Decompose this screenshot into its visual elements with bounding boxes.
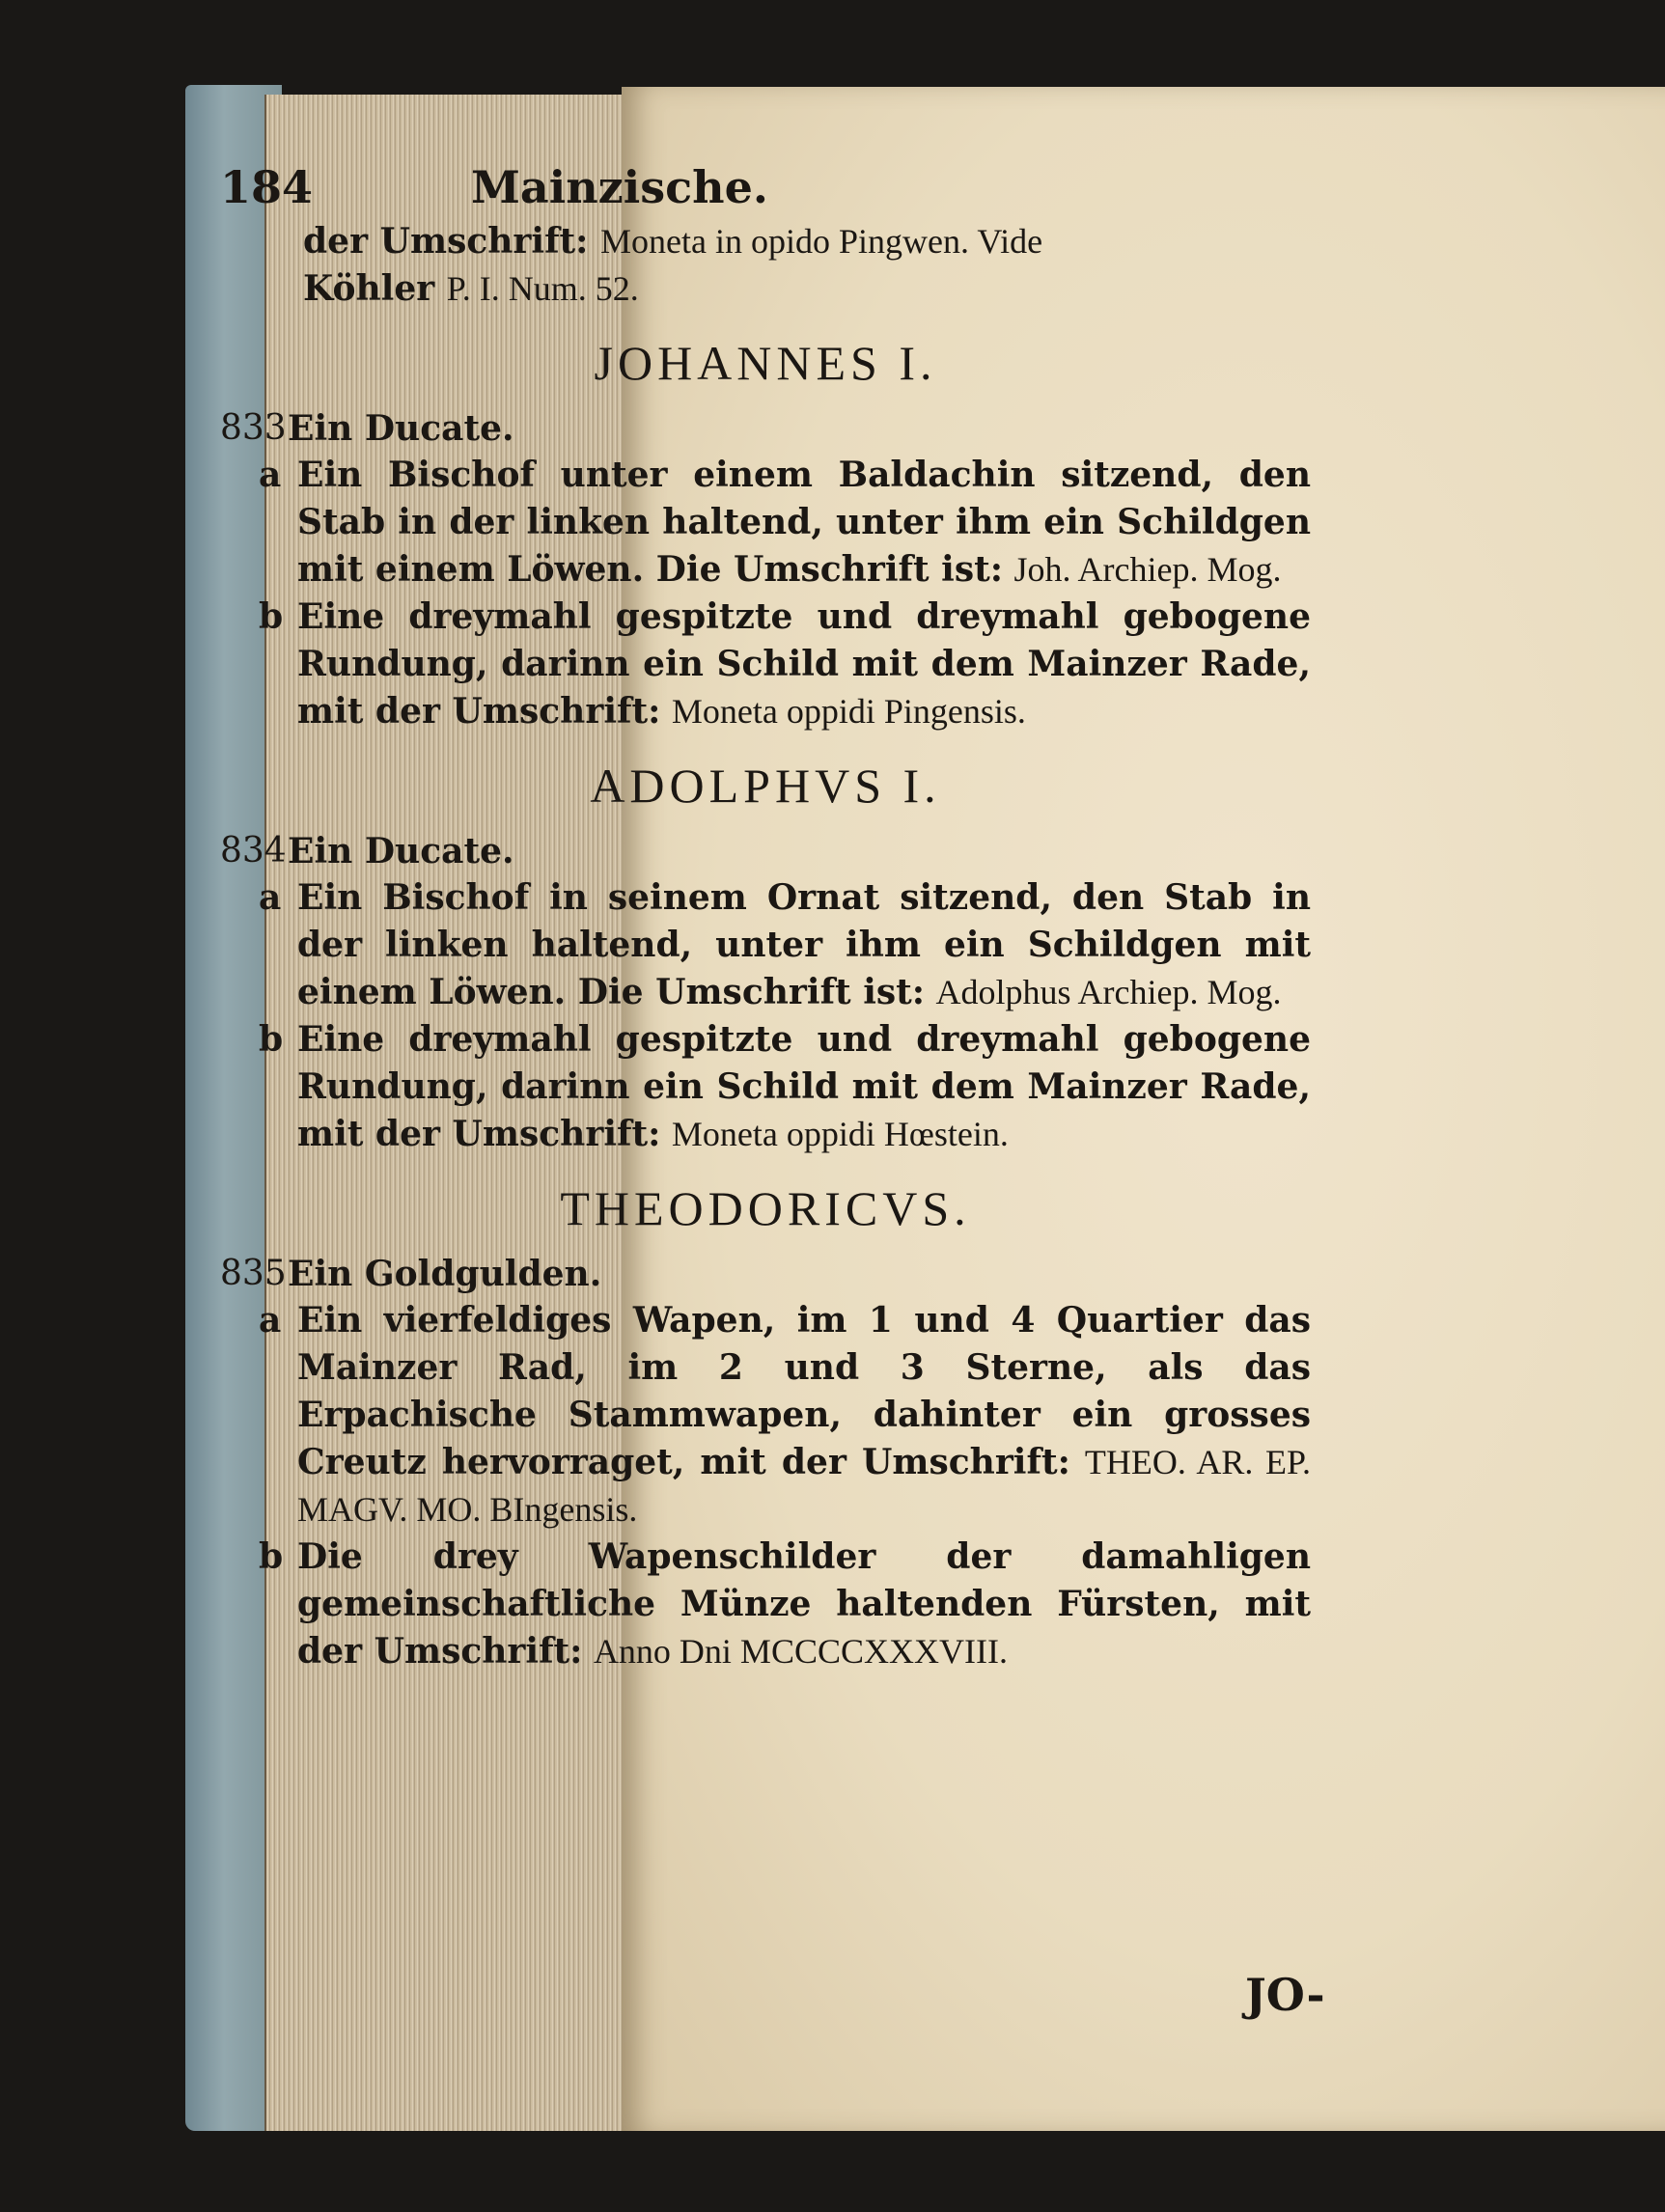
intro-latin-b: P. I. Num. 52. (446, 269, 639, 308)
catalog-entry (220, 828, 1311, 874)
intro-paragraph (220, 218, 1311, 313)
item-text: Ein Bischof in seinem Ornat sitzend, den Stab in der linken haltend, unter ihm ein Schildgen mit einem Löwen. Die Umschrift ist: (297, 877, 1311, 1012)
item-text: Eine dreymahl gespitzte und dreymahl gebogene Rundung, darinn ein Schild mit dem Mainzer Rade, mit der Umschrift: (297, 1019, 1311, 1154)
intro-text-a: der Umschrift: (303, 221, 601, 262)
item-letter: a (259, 455, 282, 495)
section-heading: JOHANNES I. (594, 336, 937, 390)
entry-number: 834 (220, 831, 287, 871)
entry-item (220, 1297, 1311, 1534)
entry-item (220, 594, 1311, 735)
item-letter: b (259, 596, 284, 637)
catchword: JO- (1245, 1969, 1325, 2021)
item-text: Eine dreymahl gespitzte und dreymahl gebogene Rundung, darinn ein Schild mit dem Mainzer Rade, mit der Umschrift: (297, 596, 1311, 732)
running-head: Mainzische. (471, 161, 768, 213)
intro-latin-a: Moneta in opido Pingwen. Vide (600, 222, 1043, 261)
page-text (220, 161, 1311, 1675)
item-latin: Moneta oppidi Hœstein. (671, 1115, 1009, 1153)
item-letter: b (259, 1019, 284, 1060)
catalog-entry (220, 1251, 1311, 1297)
entry-item (220, 1016, 1311, 1158)
section-heading: ADOLPHVS I. (590, 759, 941, 813)
section-heading: THEODORICVS. (560, 1181, 971, 1235)
item-letter: b (259, 1536, 284, 1577)
item-latin: THEO. AR. EP. MAGV. MO. BIngensis. (297, 1443, 1311, 1529)
item-latin: Moneta oppidi Pingensis. (671, 692, 1026, 731)
entry-title: Ein Ducate. (288, 831, 514, 871)
page-number: 184 (220, 161, 314, 213)
item-latin: Joh. Archiep. Mog. (1013, 550, 1282, 589)
catalog-entry (220, 405, 1311, 452)
item-text: Die drey Wapenschilder der damahligen gemeinschaftliche Münze haltenden Fürsten, mit der Umschrift: (297, 1536, 1311, 1672)
item-letter: a (259, 877, 282, 918)
item-text: Ein vierfeldiges Wapen, im 1 und 4 Quartier das Mainzer Rad, im 2 und 3 Sterne, als das Erpachische Stammwapen, dahinter ein grosses Creutz hervorraget, mit der Umschrift: (297, 1300, 1311, 1482)
entry-number: 833 (220, 408, 287, 448)
entry-title: Ein Goldgulden. (288, 1254, 602, 1294)
entry-item (220, 874, 1311, 1016)
entry-item (220, 452, 1311, 594)
item-letter: a (259, 1300, 282, 1341)
item-latin: Adolphus Archiep. Mog. (935, 973, 1282, 1011)
entry-number: 835 (220, 1254, 287, 1293)
entry-title: Ein Ducate. (288, 408, 514, 449)
page-header (220, 161, 1311, 213)
item-latin: Anno Dni MCCCCXXXVIII. (593, 1632, 1008, 1671)
item-text: Ein Bischof unter einem Baldachin sitzend, den Stab in der linken haltend, unter ihm ein Schildgen mit einem Löwen. Die Umschrift ist: (297, 455, 1311, 590)
entry-item (220, 1534, 1311, 1675)
intro-text-b: Köhler (303, 268, 447, 309)
